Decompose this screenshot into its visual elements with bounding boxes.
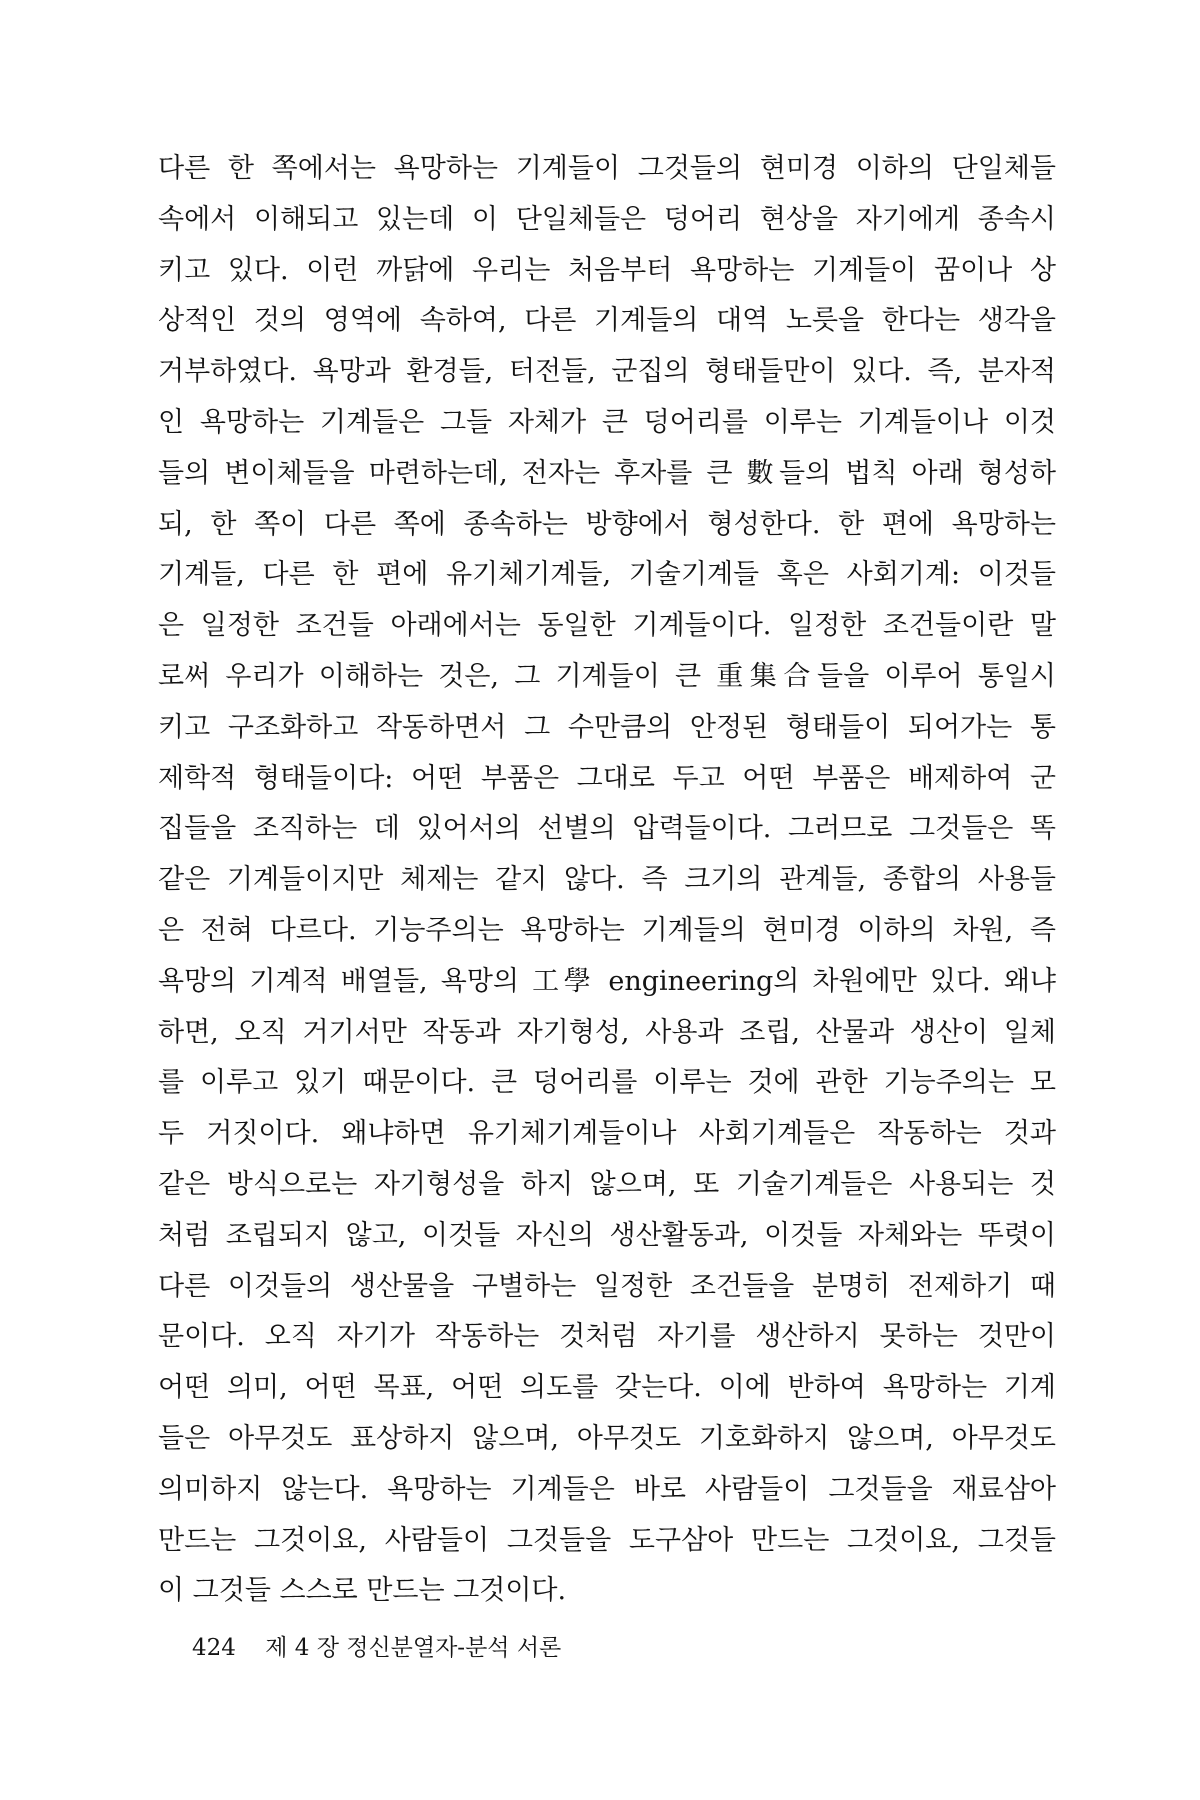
text-line: 들은 아무것도 표상하지 않으며, 아무것도 기호화하지 않으며, 아무것도 (158, 1422, 1056, 1454)
text-line: 만드는 그것이요, 사람들이 그것들을 도구삼아 만드는 그것이요, 그것들 (158, 1524, 1056, 1556)
text-line: 문이다. 오직 자기가 작동하는 것처럼 자기를 생산하지 못하는 것만이 (158, 1321, 1056, 1353)
text-line: 하면, 오직 거기서만 작동과 자기형성, 사용과 조립, 산물과 생산이 일체 (158, 1016, 1056, 1048)
body-text (158, 144, 1056, 1617)
text-line: 상적인 것의 영역에 속하여, 다른 기계들의 대역 노릇을 한다는 생각을 (158, 305, 1056, 337)
text-line: 어떤 의미, 어떤 목표, 어떤 의도를 갖는다. 이에 반하여 욕망하는 기계 (158, 1372, 1056, 1404)
text-line: 두 거짓이다. 왜냐하면 유기체기계들이나 사회기계들은 작동하는 것과 (158, 1118, 1056, 1150)
text-line: 제학적 형태들이다: 어떤 부품은 그대로 두고 어떤 부품은 배제하여 군 (158, 762, 1056, 794)
page-footer (192, 1628, 561, 1668)
text-line: 같은 기계들이지만 체제는 같지 않다. 즉 크기의 관계들, 종합의 사용들 (158, 864, 1056, 896)
text-line: 를 이루고 있기 때문이다. 큰 덩어리를 이루는 것에 관한 기능주의는 모 (158, 1067, 1056, 1099)
text-line: 은 일정한 조건들 아래에서는 동일한 기계들이다. 일정한 조건들이란 말 (158, 610, 1056, 642)
text-line: 기계들, 다른 한 편에 유기체기계들, 기술기계들 혹은 사회기계: 이것들 (158, 559, 1056, 591)
text-line: 같은 방식으로는 자기형성을 하지 않으며, 또 기술기계들은 사용되는 것 (158, 1168, 1056, 1200)
text-line: 처럼 조립되지 않고, 이것들 자신의 생산활동과, 이것들 자체와는 뚜렷이 (158, 1219, 1056, 1251)
text-line-last: 이 그것들 스스로 만드는 그것이다. (158, 1575, 567, 1607)
text-line: 되, 한 쪽이 다른 쪽에 종속하는 방향에서 형성한다. 한 편에 욕망하는 (158, 508, 1056, 540)
text-line: 다른 한 쪽에서는 욕망하는 기계들이 그것들의 현미경 이하의 단일체들 (158, 153, 1056, 184)
text-line: 로써 우리가 이해하는 것은, 그 기계들이 큰 重集合들을 이루어 통일시 (158, 660, 1056, 692)
text-line: 인 욕망하는 기계들은 그들 자체가 큰 덩어리를 이루는 기계들이나 이것 (158, 406, 1056, 438)
text-line: 들의 변이체들을 마련하는데, 전자는 후자를 큰 數들의 법칙 아래 형성하 (158, 457, 1056, 489)
text-line: 키고 있다. 이런 까닭에 우리는 처음부터 욕망하는 기계들이 꿈이나 상 (158, 254, 1056, 286)
chapter-title: 제 4 장 정신분열자-분석 서론 (265, 1635, 562, 1661)
text-line: 욕망의 기계적 배열들, 욕망의 工學 engineering의 차원에만 있다. 왜냐 (158, 965, 1056, 997)
text-line: 속에서 이해되고 있는데 이 단일체들은 덩어리 현상을 자기에게 종속시 (158, 203, 1056, 235)
text-line: 다른 이것들의 생산물을 구별하는 일정한 조건들을 분명히 전제하기 때 (158, 1270, 1056, 1302)
text-line: 의미하지 않는다. 욕망하는 기계들은 바로 사람들이 그것들을 재료삼아 (158, 1473, 1056, 1505)
text-line: 은 전혀 다르다. 기능주의는 욕망하는 기계들의 현미경 이하의 차원, 즉 (158, 914, 1056, 946)
text-line: 키고 구조화하고 작동하면서 그 수만큼의 안정된 형태들이 되어가는 통 (158, 711, 1056, 743)
text-line: 집들을 조직하는 데 있어서의 선별의 압력들이다. 그러므로 그것들은 똑 (158, 813, 1056, 845)
page-number: 424 (192, 1635, 236, 1661)
text-line: 거부하였다. 욕망과 환경들, 터전들, 군집의 형태들만이 있다. 즉, 분자적 (158, 356, 1056, 388)
